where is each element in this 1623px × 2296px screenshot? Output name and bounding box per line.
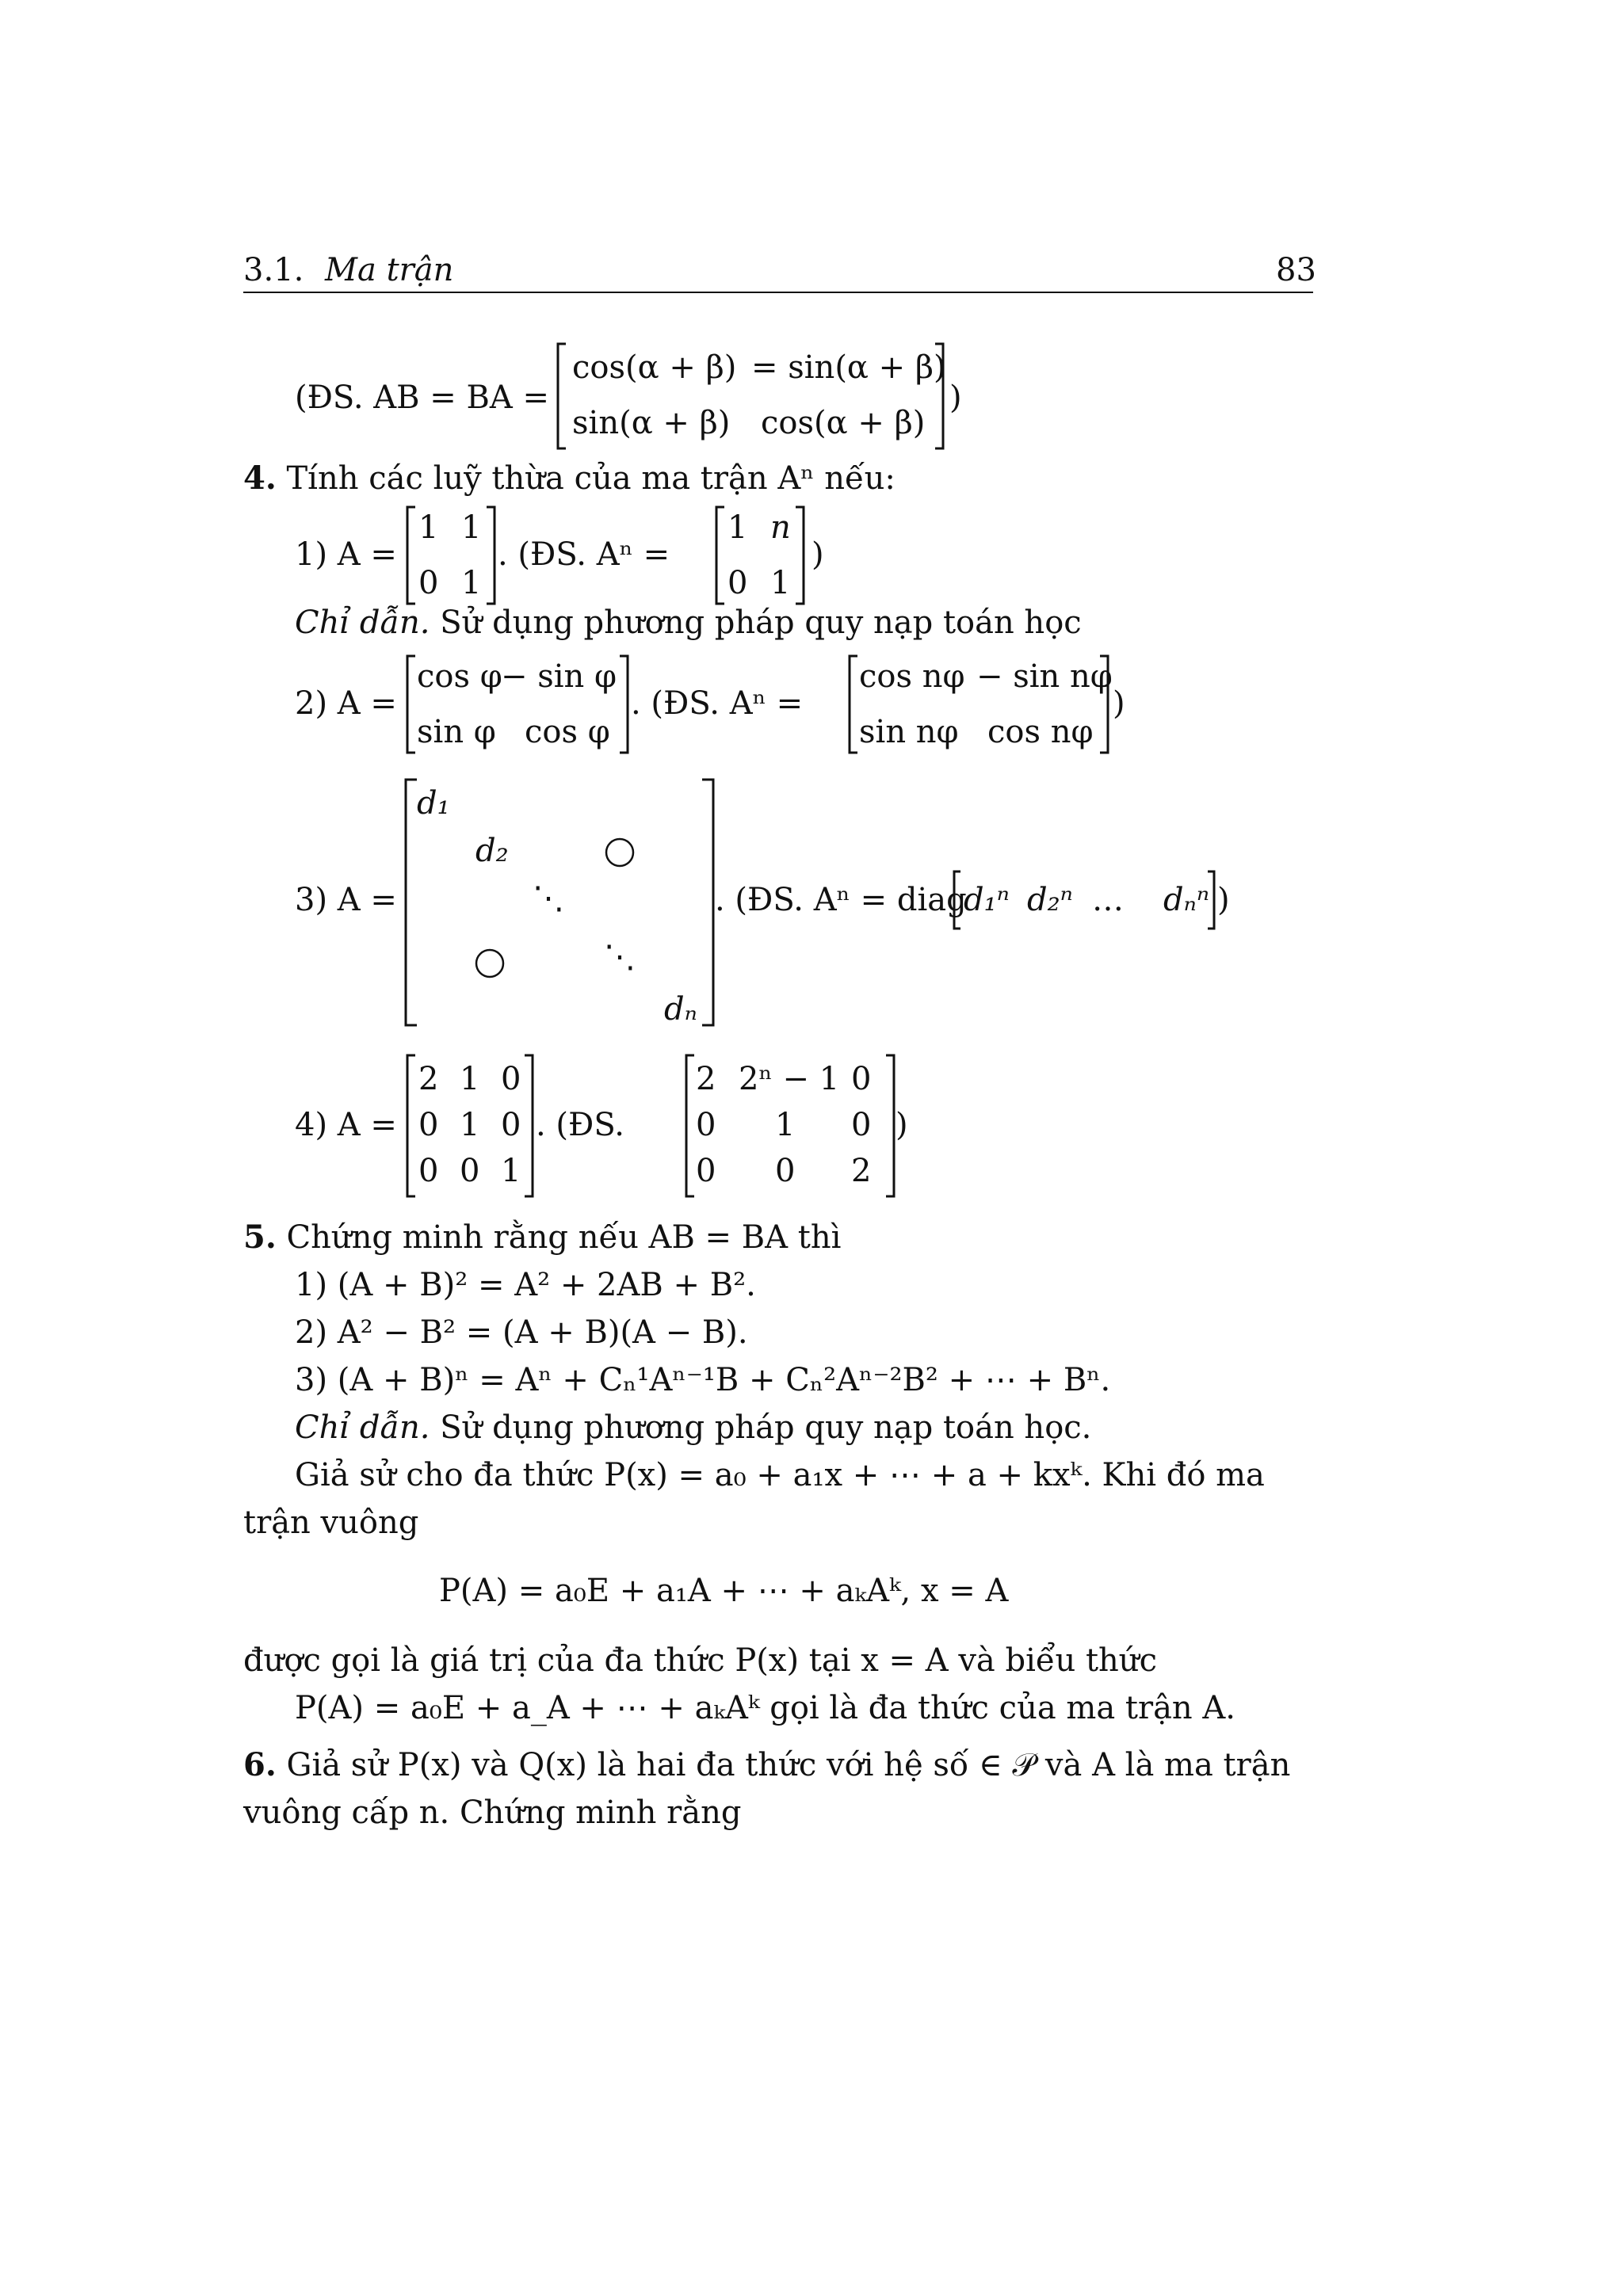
ex4-p2-b21: sin nφ bbox=[859, 714, 959, 750]
ex4-heading bbox=[243, 460, 896, 498]
ex4-p2-lead: 2) A = bbox=[295, 685, 397, 722]
ex5-paragraph-1a: Giả sử cho đa thức P(x) = a₀ + a₁x + ⋯ + a + kxᵏ. Khi đó ma bbox=[295, 1457, 1265, 1493]
ex4-p2-b12: − sin nφ bbox=[976, 658, 1113, 695]
ex4-p4-mid: . (ĐS. bbox=[536, 1107, 625, 1143]
ex4-p2-b11: cos nφ bbox=[859, 658, 965, 695]
ex4-p1-a22: 1 bbox=[461, 565, 482, 601]
ex4-p2-b22: cos nφ bbox=[987, 714, 1094, 750]
ex4-p4-a31: 0 bbox=[418, 1153, 439, 1189]
ex4-p4-lead: 4) A = bbox=[295, 1107, 397, 1143]
ex4-p4-b22: 1 bbox=[775, 1107, 796, 1143]
ex4-p3-lead: 3) A = bbox=[295, 882, 397, 918]
ex5-paragraph-1b: trận vuông bbox=[243, 1505, 419, 1541]
ex4-p4-b21: 0 bbox=[696, 1107, 716, 1143]
ex4-p4-b32: 0 bbox=[775, 1153, 796, 1189]
ex6-text-a: Giả sử P(x) và Q(x) là hai đa thức với hệ số ∈ 𝒫 và A là ma trận bbox=[286, 1747, 1291, 1783]
ans-ab-tail: ) bbox=[949, 379, 962, 416]
ex5-hint bbox=[295, 1409, 1091, 1447]
ex4-p4-a11: 2 bbox=[418, 1061, 439, 1097]
ex4-p4-b13: 0 bbox=[851, 1061, 872, 1097]
ex4-p4-b11: 2 bbox=[696, 1061, 716, 1097]
ex4-p3-diag-2: d₂ⁿ bbox=[1027, 882, 1073, 918]
ex5-text: Chứng minh rằng nếu AB = BA thì bbox=[286, 1219, 842, 1256]
ans-ab-m21: sin(α + β) bbox=[572, 405, 731, 441]
ex4-p4-a33: 1 bbox=[501, 1153, 521, 1189]
ex4-hint-label: Chỉ dẫn. bbox=[295, 605, 430, 641]
ans-ab-lead: (ĐS. AB = BA = bbox=[295, 379, 550, 416]
ex4-p1-b21: 0 bbox=[727, 565, 748, 601]
ex4-p2-mid: . (ĐS. Aⁿ = bbox=[631, 685, 804, 722]
ex4-p4-b23: 0 bbox=[851, 1107, 872, 1143]
ex5-paragraph-2b: P(A) = a₀E + a_A + ⋯ + aₖAᵏ gọi là đa thức của ma trận A. bbox=[295, 1690, 1236, 1726]
ex4-hint-text: Sử dụng phương pháp quy nạp toán học bbox=[440, 605, 1082, 641]
page-number: 83 bbox=[1276, 252, 1316, 288]
ex4-p4-a22: 1 bbox=[460, 1107, 480, 1143]
ex6-heading bbox=[243, 1746, 1290, 1784]
ex5-line-1: 1) (A + B)² = A² + 2AB + B². bbox=[295, 1267, 756, 1303]
ex6-text-b: vuông cấp n. Chứng minh rằng bbox=[243, 1794, 742, 1831]
ex5-hint-label: Chỉ dẫn. bbox=[295, 1409, 430, 1446]
ex4-p1-lead: 1) A = bbox=[295, 536, 397, 573]
ex4-p3-ans: . (ĐS. Aⁿ = diag bbox=[715, 882, 967, 918]
ex4-p4-a32: 0 bbox=[460, 1153, 480, 1189]
ex4-p3-d2: d₂ bbox=[475, 833, 509, 869]
ex4-p3-dn: dₙ bbox=[664, 991, 697, 1028]
ex4-p1-mid: . (ĐS. Aⁿ = bbox=[498, 536, 670, 573]
zero-block-circle bbox=[476, 950, 503, 977]
ex5-number: 5. bbox=[243, 1219, 277, 1256]
ex4-p2-a21: sin φ bbox=[417, 714, 496, 750]
ex4-p4-b33: 2 bbox=[851, 1153, 872, 1189]
section-title: Ma trận bbox=[325, 252, 454, 288]
ex4-p3-dots: ⋱ bbox=[604, 939, 636, 975]
ex4-p4-tail: ) bbox=[896, 1107, 908, 1143]
ex4-p3-dots: ⋱ bbox=[533, 880, 564, 917]
ex4-p4-a12: 1 bbox=[460, 1061, 480, 1097]
ex4-p1-b12: n bbox=[770, 509, 791, 546]
ex4-p3-diag-3: … bbox=[1092, 882, 1124, 918]
ex5-formula: P(A) = a₀E + a₁A + ⋯ + aₖAᵏ, x = A bbox=[439, 1573, 1009, 1609]
ans-ab-m12: = sin(α + β) bbox=[751, 349, 946, 386]
ex4-p3-diag-1: d₁ⁿ bbox=[964, 882, 1010, 918]
zero-block-circle bbox=[606, 839, 633, 866]
ans-ab-m22: cos(α + β) bbox=[761, 405, 926, 441]
ex5-line-2: 2) A² − B² = (A + B)(A − B). bbox=[295, 1314, 748, 1351]
ex4-p3-diag-4: dₙⁿ bbox=[1163, 882, 1210, 918]
running-header bbox=[243, 252, 453, 288]
ex5-heading bbox=[243, 1219, 841, 1257]
ex4-p1-tail: ) bbox=[812, 536, 824, 573]
ex4-p1-a11: 1 bbox=[418, 509, 439, 546]
ex4-p4-a23: 0 bbox=[501, 1107, 521, 1143]
ex4-p2-a22: cos φ bbox=[525, 714, 610, 750]
ans-ab-m11: cos(α + β) bbox=[572, 349, 737, 386]
ex5-hint-text: Sử dụng phương pháp quy nạp toán học. bbox=[440, 1409, 1092, 1446]
ex4-p1-b11: 1 bbox=[727, 509, 748, 546]
ex4-p4-a13: 0 bbox=[501, 1061, 521, 1097]
ex4-p3-d1: d₁ bbox=[417, 785, 450, 822]
section-number: 3.1. bbox=[243, 252, 304, 288]
ex4-p1-a12: 1 bbox=[461, 509, 482, 546]
ex4-p2-a11: cos φ bbox=[417, 658, 502, 695]
ex4-p2-a12: − sin φ bbox=[501, 658, 617, 695]
ex5-line-3: 3) (A + B)ⁿ = Aⁿ + Cₙ¹Aⁿ⁻¹B + Cₙ²Aⁿ⁻²B² + ⋯ + Bⁿ. bbox=[295, 1362, 1111, 1398]
ex6-number: 6. bbox=[243, 1746, 277, 1783]
ex4-p3-tail: ) bbox=[1217, 882, 1230, 918]
ex4-p4-b31: 0 bbox=[696, 1153, 716, 1189]
header-rule bbox=[243, 292, 1313, 293]
ex5-paragraph-2a: được gọi là giá trị của đa thức P(x) tại x = A và biểu thức bbox=[243, 1642, 1157, 1679]
ex4-p1-b22: 1 bbox=[770, 565, 791, 601]
ex4-p4-a21: 0 bbox=[418, 1107, 439, 1143]
ex4-p4-b12: 2ⁿ − 1 bbox=[739, 1061, 840, 1097]
ex4-p1-a21: 0 bbox=[418, 565, 439, 601]
ex4-number: 4. bbox=[243, 460, 277, 497]
ex4-hint bbox=[295, 604, 1082, 642]
ex4-text: Tính các luỹ thừa của ma trận Aⁿ nếu: bbox=[286, 460, 896, 497]
ex4-p2-tail: ) bbox=[1113, 685, 1125, 722]
